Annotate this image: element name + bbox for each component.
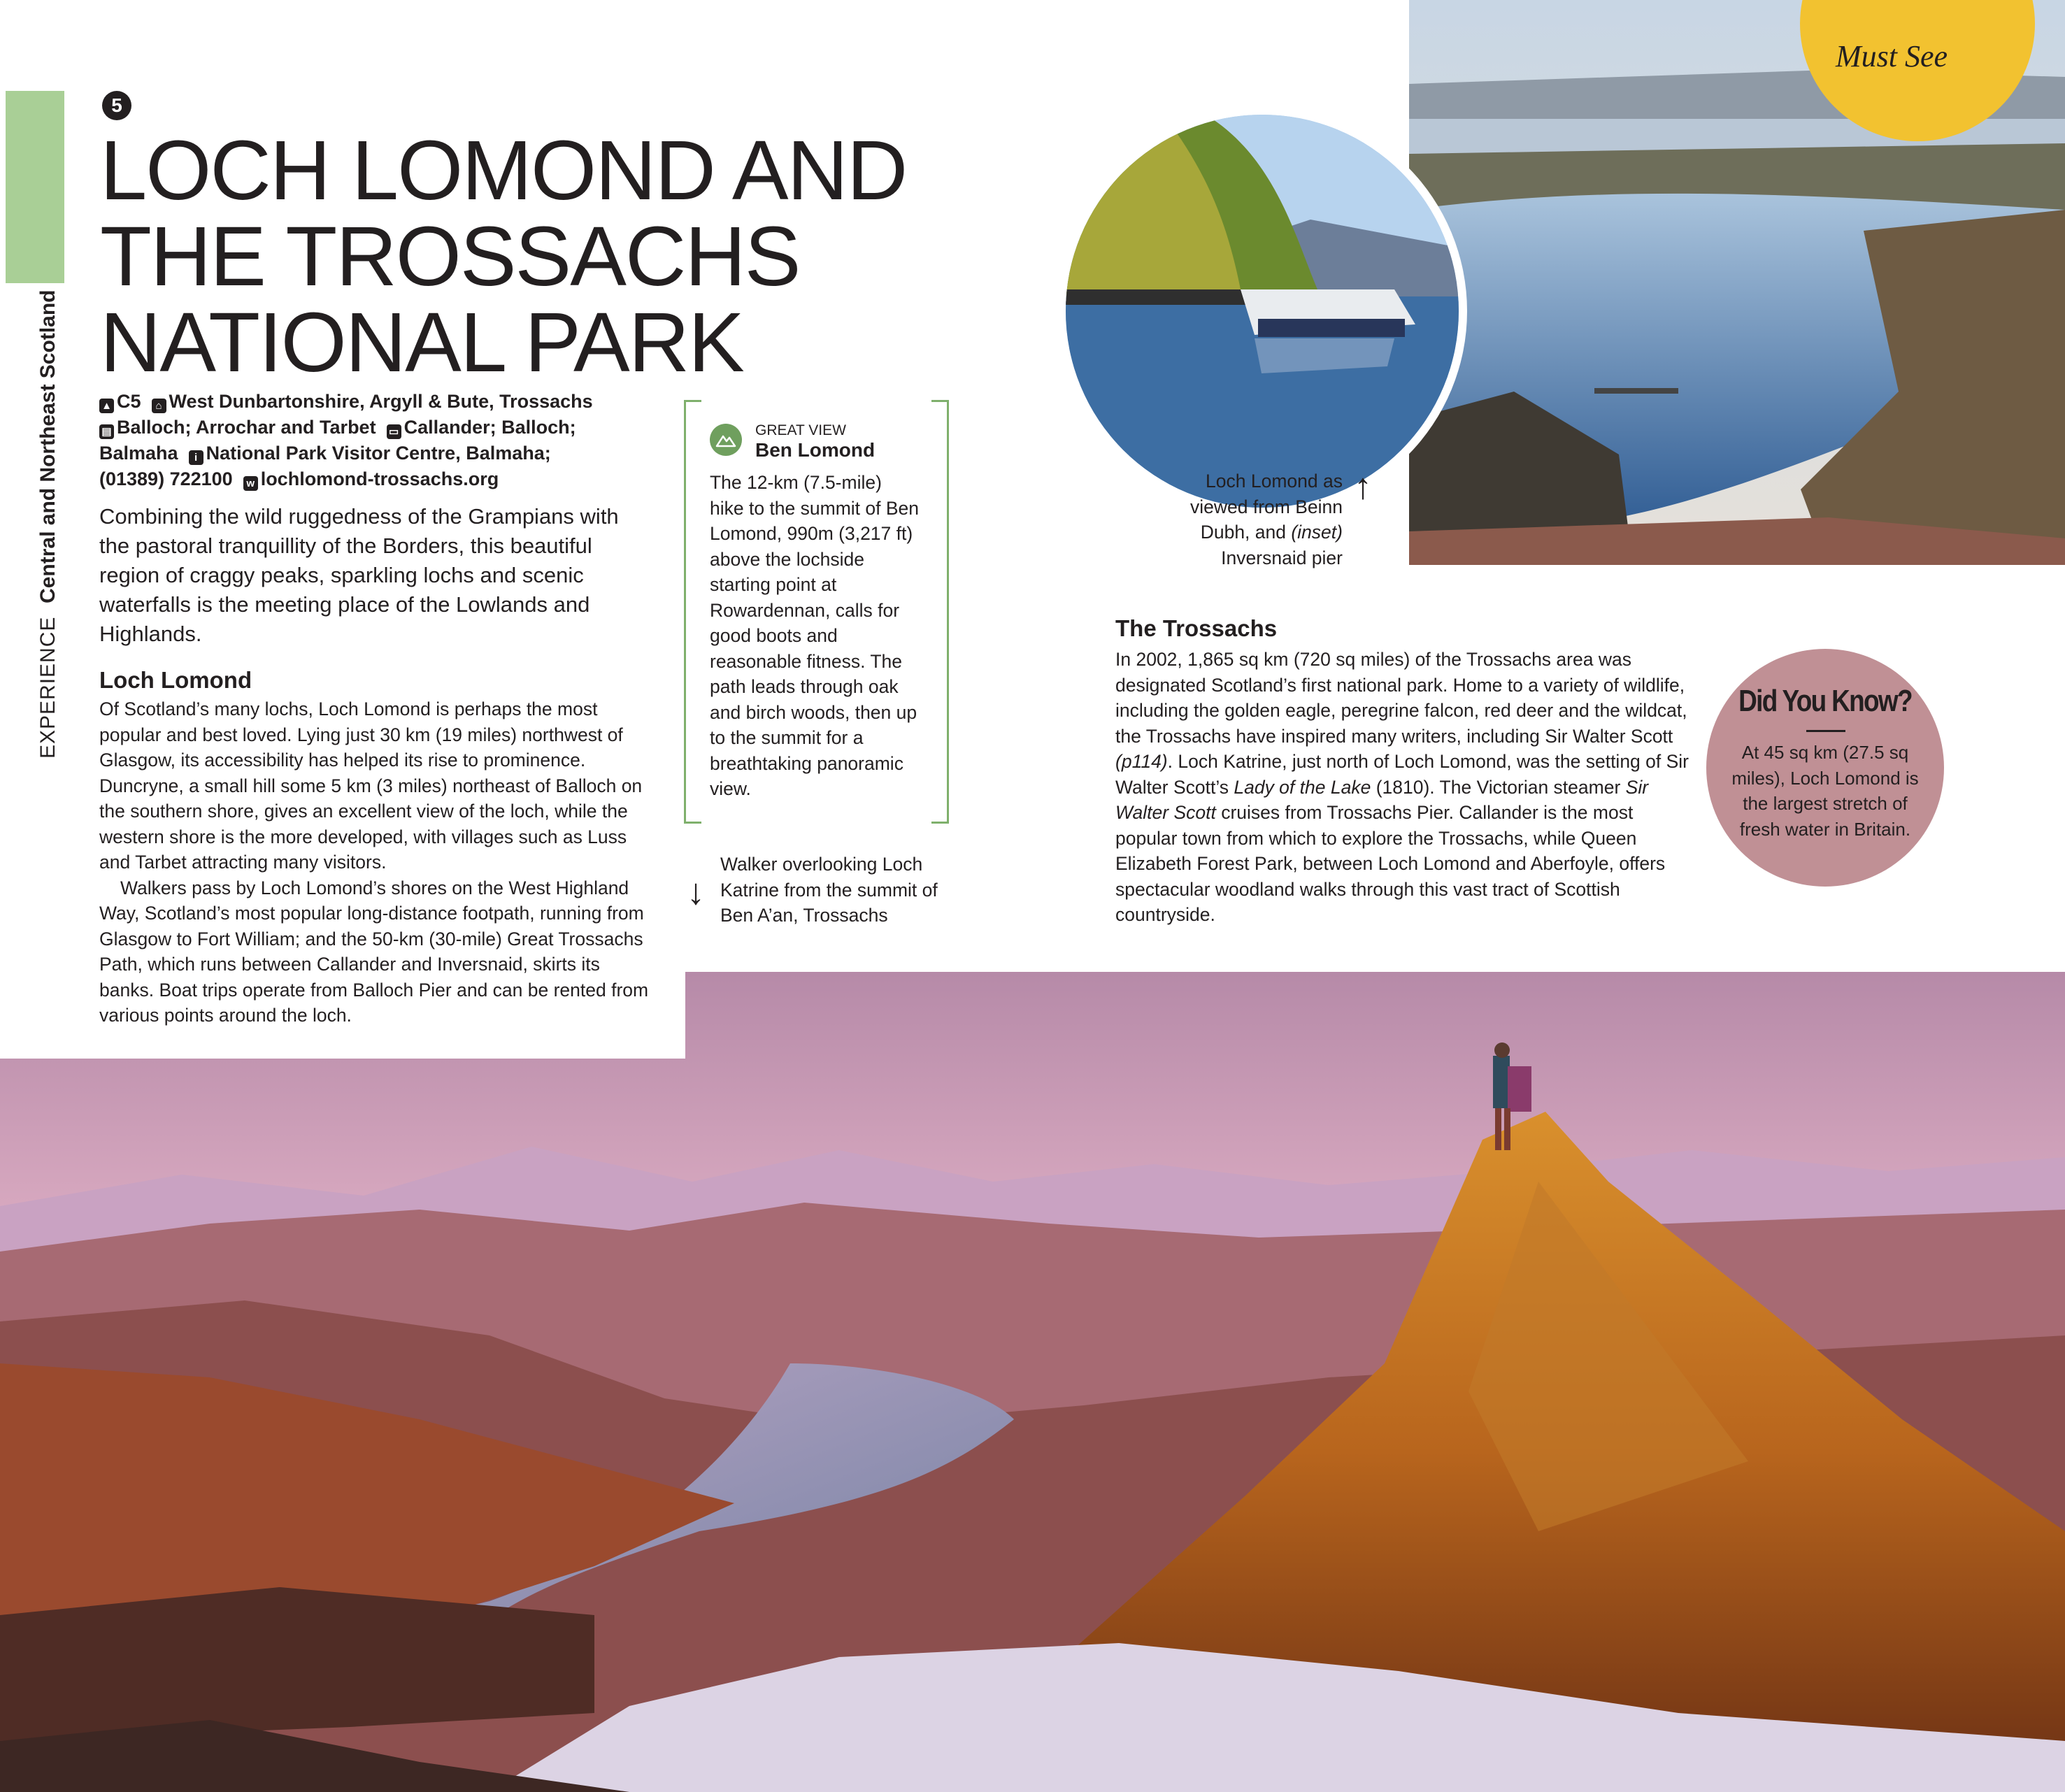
grid-ref: C5 (117, 391, 141, 412)
web-icon: w (243, 476, 258, 491)
trossachs-body (1115, 647, 1689, 928)
caption-text: Loch Lomond as viewed from Beinn Dubh, and (1190, 471, 1343, 543)
walker-photo-caption: Walker overlooking Loch Katrine from the summit of Ben A’an, Trossachs (720, 854, 938, 926)
practical-info (99, 389, 659, 492)
trossachs-text: . Loch Katrine, just north of Loch Lomond, was the setting of Sir Walter Scott’s (1115, 751, 1689, 798)
great-view-body: The 12-km (7.5-mile) hike to the summit of Ben Lomond, 990m (3,217 ft) above the lochside starting point at Rowardennan, calls for good boots and reasonable fitness. The path leads through oak and birch woods, then up to the summit for a breathtaking panoramic view. (710, 472, 920, 799)
page-reference[interactable]: (p114) (1115, 751, 1168, 772)
arrow-down-icon: ↓ (687, 872, 705, 912)
chapter-section: EXPERIENCE (36, 616, 59, 759)
did-you-know-title: Did You Know? (1738, 684, 1912, 718)
must-see-label: Must See (1835, 39, 1948, 73)
intro-paragraph: Combining the wild ruggedness of the Grampians with the pastoral tranquillity of the Borders, this beautiful region of craggy peaks, sparkling lochs and scenic waterfalls is the meeting place of the Lowlands and Highlands. (99, 504, 619, 646)
page-title (100, 122, 939, 389)
aerial-photo-caption (1147, 468, 1343, 571)
train-icon: ▤ (99, 424, 114, 439)
info-icon: i (189, 450, 203, 465)
loch-lomond-body (99, 696, 659, 1028)
inversnaid-pier-inset-photo (1066, 115, 1459, 508)
visitor-centre: National Park Visitor Centre, Balmaha; (206, 443, 551, 464)
loch-lomond-heading: Loch Lomond (99, 667, 252, 693)
loch-lomond-paragraph: Of Scotland’s many lochs, Loch Lomond is perhaps the most popular and best loved. Lying just 30 km (19 miles) northwest of Glasgow, its accessibility has helped its rise to prominence. Duncryne, a small hill some 5 km (3 miles) northeast of Balloch on the southern shore, gives an excellent view of the loch, while the western shore is the more developed, with villages such as Luss and Tarbet attracting many visitors. (99, 698, 643, 873)
loch-katrine-landscape-photo (0, 972, 2065, 1792)
did-you-know-divider (1806, 730, 1845, 732)
map-ref-icon: ▲ (99, 399, 114, 413)
chapter-side-label (36, 290, 60, 759)
title-line: LOCH LOMOND AND (100, 122, 907, 217)
train-stations: Balloch; Arrochar and Tarbet (117, 417, 376, 438)
book-title: Lady of the Lake (1234, 776, 1371, 798)
arrow-up-icon: ↑ (1354, 466, 1372, 507)
bus-stops: Callander; Balloch; (403, 417, 576, 438)
trossachs-text: cruises from Trossachs Pier. Callander is the most popular town from which to explore the Trossachs, while Queen Elizabeth Forest Park, between Loch Lomond and Aberfoyle, offers spectacular woodland walks through this vast tract of Scottish countryside. (1115, 802, 1666, 925)
chapter-tab (6, 91, 64, 283)
did-you-know-body: At 45 sq km (27.5 sq miles), Loch Lomond is the largest stretch of fresh water in Britain. (1731, 742, 1919, 840)
phone-number: (01389) 722100 (99, 468, 233, 489)
trossachs-heading: The Trossachs (1115, 615, 1278, 641)
location: West Dunbartonshire, Argyll & Bute, Trossachs (169, 391, 593, 412)
caption-text: Inversnaid pier (1221, 547, 1343, 568)
title-line: NATIONAL PARK (100, 294, 743, 389)
bus-stops-continued: Balmaha (99, 443, 178, 464)
mountain-icon (710, 424, 742, 456)
sidebar-bracket-right (931, 400, 949, 824)
website-link[interactable]: lochlomond-trossachs.org (260, 468, 499, 489)
chapter-region: Central and Northeast Scotland (36, 289, 59, 603)
sidebar-bracket-left (684, 400, 701, 824)
entry-number: 5 (102, 91, 131, 120)
loch-lomond-paragraph: Walkers pass by Loch Lomond’s shores on the West Highland Way, Scotland’s most popular long-distance footpath, running from Glasgow to Fort William; and the 50-km (30-mile) Great Trossachs Path, which runs between Callander and Inversnaid, skirts its banks. Boat trips operate from Balloch Pier and can be rented from various points around the loch. (99, 877, 649, 1026)
bus-icon: ▭ (387, 424, 401, 439)
caption-inset-note: (inset) (1291, 522, 1343, 543)
great-view-title: Ben Lomond (755, 439, 876, 461)
trossachs-text: In 2002, 1,865 sq km (720 sq miles) of the Trossachs area was designated Scotland’s first national park. Home to a variety of wildlife, including the golden eagle, peregrine falcon, red deer and the wildcat, the Trossachs have inspired many writers, including Sir Walter Scott (1115, 649, 1687, 747)
title-line: THE TROSSACHS (100, 208, 800, 303)
trossachs-text: (1810). The Victorian steamer (1371, 776, 1626, 798)
address-icon: ⌂ (152, 399, 166, 413)
ship-name: Sir Walter Scott (1115, 776, 1649, 823)
great-view-kicker: GREAT VIEW (755, 422, 846, 438)
